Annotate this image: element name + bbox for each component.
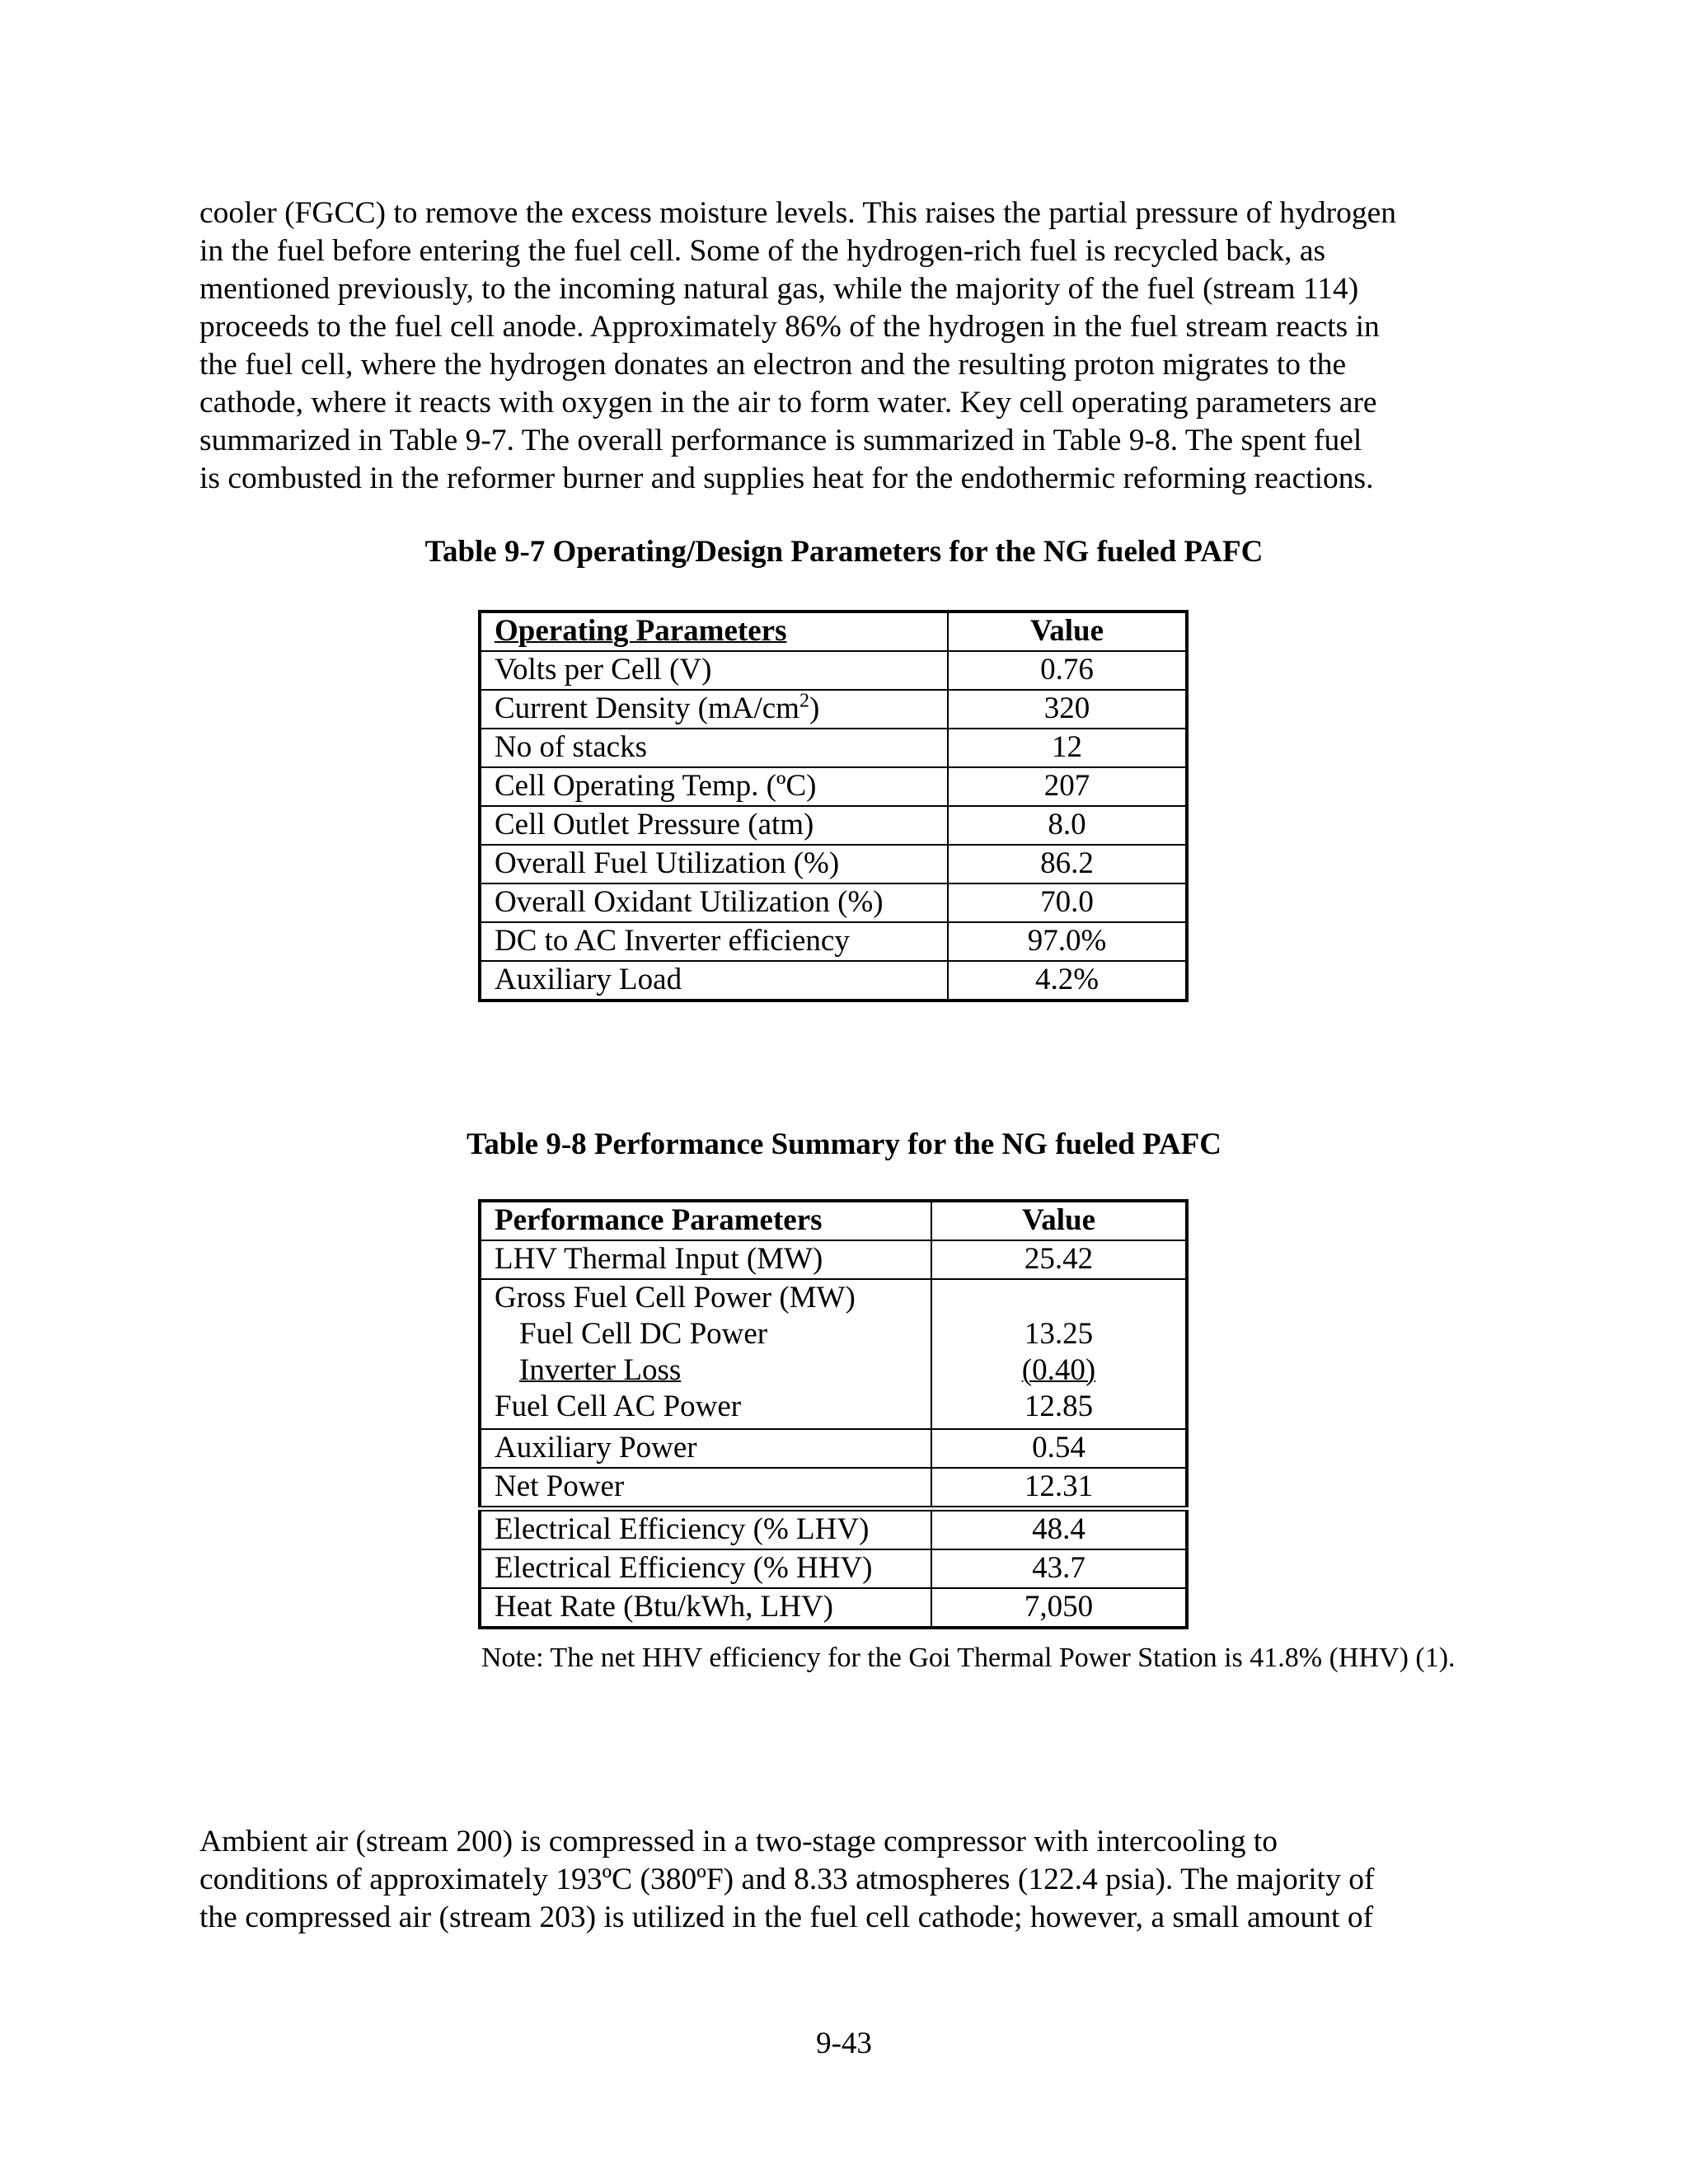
table-row: [480, 1429, 1187, 1468]
param-cell: Cell Outlet Pressure (atm): [480, 806, 948, 845]
table-row-power-breakdown: [480, 1279, 1187, 1429]
table-row: [480, 651, 1187, 690]
outro-paragraph: [199, 1823, 1518, 1937]
param-cell: [480, 1279, 931, 1429]
table-row: [480, 1588, 1187, 1628]
param-cell: Electrical Efficiency (% HHV): [480, 1549, 931, 1588]
superscript: 2: [799, 690, 809, 712]
inverter-loss-number: (0.40): [1021, 1353, 1096, 1387]
param-cell: LHV Thermal Input (MW): [480, 1240, 931, 1279]
text-line: mentioned previously, to the incoming natural gas, while the majority of the fuel (stream 114): [199, 272, 1359, 306]
value-cell: 0.76: [948, 651, 1187, 690]
operating-parameters-table: [478, 610, 1189, 1002]
table-row: [480, 922, 1187, 961]
param-cell: DC to AC Inverter efficiency: [480, 922, 948, 961]
dc-power-value: 13.25: [1024, 1317, 1094, 1351]
inverter-loss-label: [495, 1352, 931, 1389]
table-row: [480, 729, 1187, 767]
text-line: is combusted in the reformer burner and supplies heat for the endothermic reforming reactions.: [199, 462, 1374, 495]
table-row: [480, 1468, 1187, 1509]
value-cell: 43.7: [931, 1549, 1187, 1588]
ac-power-label: Fuel Cell AC Power: [495, 1390, 742, 1423]
value-cell: 12: [948, 729, 1187, 767]
param-text: Current Density (mA/cm: [495, 691, 799, 725]
text-line: Ambient air (stream 200) is compressed in a two-stage compressor with intercooling to: [199, 1825, 1278, 1858]
table-row: [480, 806, 1187, 845]
value-cell: [931, 1279, 1187, 1429]
table1-caption: Table 9-7 Operating/Design Parameters for the NG fueled PAFC: [424, 535, 1264, 569]
value-cell: 48.4: [931, 1509, 1187, 1550]
value-cell: 8.0: [948, 806, 1187, 845]
param-cell: Overall Fuel Utilization (%): [480, 845, 948, 883]
intro-paragraph: [199, 194, 1518, 498]
value-cell: 4.2%: [948, 961, 1187, 1001]
text-line: in the fuel before entering the fuel cell. Some of the hydrogen-rich fuel is recycled back, as: [199, 234, 1326, 268]
param-cell: Auxiliary Power: [480, 1429, 931, 1468]
param-cell: [480, 690, 948, 729]
param-text: ): [809, 691, 820, 725]
table2-caption: Table 9-8 Performance Summary for the NG fueled PAFC: [467, 1127, 1221, 1161]
blank-value: [932, 1280, 1185, 1316]
table-row: [480, 1240, 1187, 1279]
inverter-loss-value: [932, 1352, 1185, 1389]
header-value: Value: [948, 612, 1187, 651]
value-cell: 86.2: [948, 845, 1187, 883]
text-line: proceeds to the fuel cell anode. Approximately 86% of the hydrogen in the fuel stream reacts in: [199, 310, 1380, 344]
performance-summary-table: [478, 1199, 1189, 1629]
text-line: cathode, where it reacts with oxygen in the air to form water. Key cell operating parameters are: [199, 386, 1377, 419]
table-row: [480, 1509, 1187, 1550]
param-cell: Electrical Efficiency (% LHV): [480, 1509, 931, 1550]
value-cell: 12.31: [931, 1468, 1187, 1509]
page-number: 9-43: [816, 2027, 872, 2060]
table-row: [480, 961, 1187, 1001]
param-cell: Heat Rate (Btu/kWh, LHV): [480, 1588, 931, 1628]
text-line: conditions of approximately 193ºC (380ºF) and 8.33 atmospheres (122.4 psia). The majority of: [199, 1863, 1375, 1896]
param-cell: Net Power: [480, 1468, 931, 1509]
param-cell: Overall Oxidant Utilization (%): [480, 883, 948, 922]
param-cell: No of stacks: [480, 729, 948, 767]
dc-power-label: Fuel Cell DC Power: [519, 1317, 768, 1351]
table-row: [480, 845, 1187, 883]
value-cell: 7,050: [931, 1588, 1187, 1628]
text-line: the compressed air (stream 203) is utilized in the fuel cell cathode; however, a small amount of: [199, 1900, 1374, 1934]
table-row: [480, 767, 1187, 806]
text-line: summarized in Table 9-7. The overall performance is summarized in Table 9-8. The spent fuel: [199, 424, 1362, 457]
value-cell: 0.54: [931, 1429, 1187, 1468]
gross-power-label: Gross Fuel Cell Power (MW): [495, 1281, 856, 1315]
inverter-loss-text: Inverter Loss: [519, 1353, 682, 1387]
value-cell: 207: [948, 767, 1187, 806]
text-line: cooler (FGCC) to remove the excess moisture levels. This raises the partial pressure of hydrogen: [199, 196, 1397, 230]
param-cell: Volts per Cell (V): [480, 651, 948, 690]
value-cell: 320: [948, 690, 1187, 729]
value-cell: 25.42: [931, 1240, 1187, 1279]
value-cell: 97.0%: [948, 922, 1187, 961]
note-line: Note: The net HHV efficiency for the Goi Thermal Power Station is 41.8%: [481, 1643, 1323, 1673]
table-row: [480, 1549, 1187, 1588]
table-note: [481, 1640, 1470, 1676]
header-parameters: Operating Parameters: [480, 612, 948, 651]
text-line: the fuel cell, where the hydrogen donates an electron and the resulting proton migrates to the: [199, 348, 1347, 382]
table-row: [480, 690, 1187, 729]
table-header-row: [480, 1201, 1187, 1240]
table-header-row: [480, 612, 1187, 651]
header-value: Value: [931, 1201, 1187, 1240]
table-row: [480, 883, 1187, 922]
note-line: (HHV) (1).: [1329, 1643, 1456, 1673]
param-cell: Cell Operating Temp. (ºC): [480, 767, 948, 806]
param-cell: Auxiliary Load: [480, 961, 948, 1001]
header-parameters: Performance Parameters: [480, 1201, 931, 1240]
value-cell: 70.0: [948, 883, 1187, 922]
ac-power-value: 12.85: [1024, 1390, 1094, 1423]
